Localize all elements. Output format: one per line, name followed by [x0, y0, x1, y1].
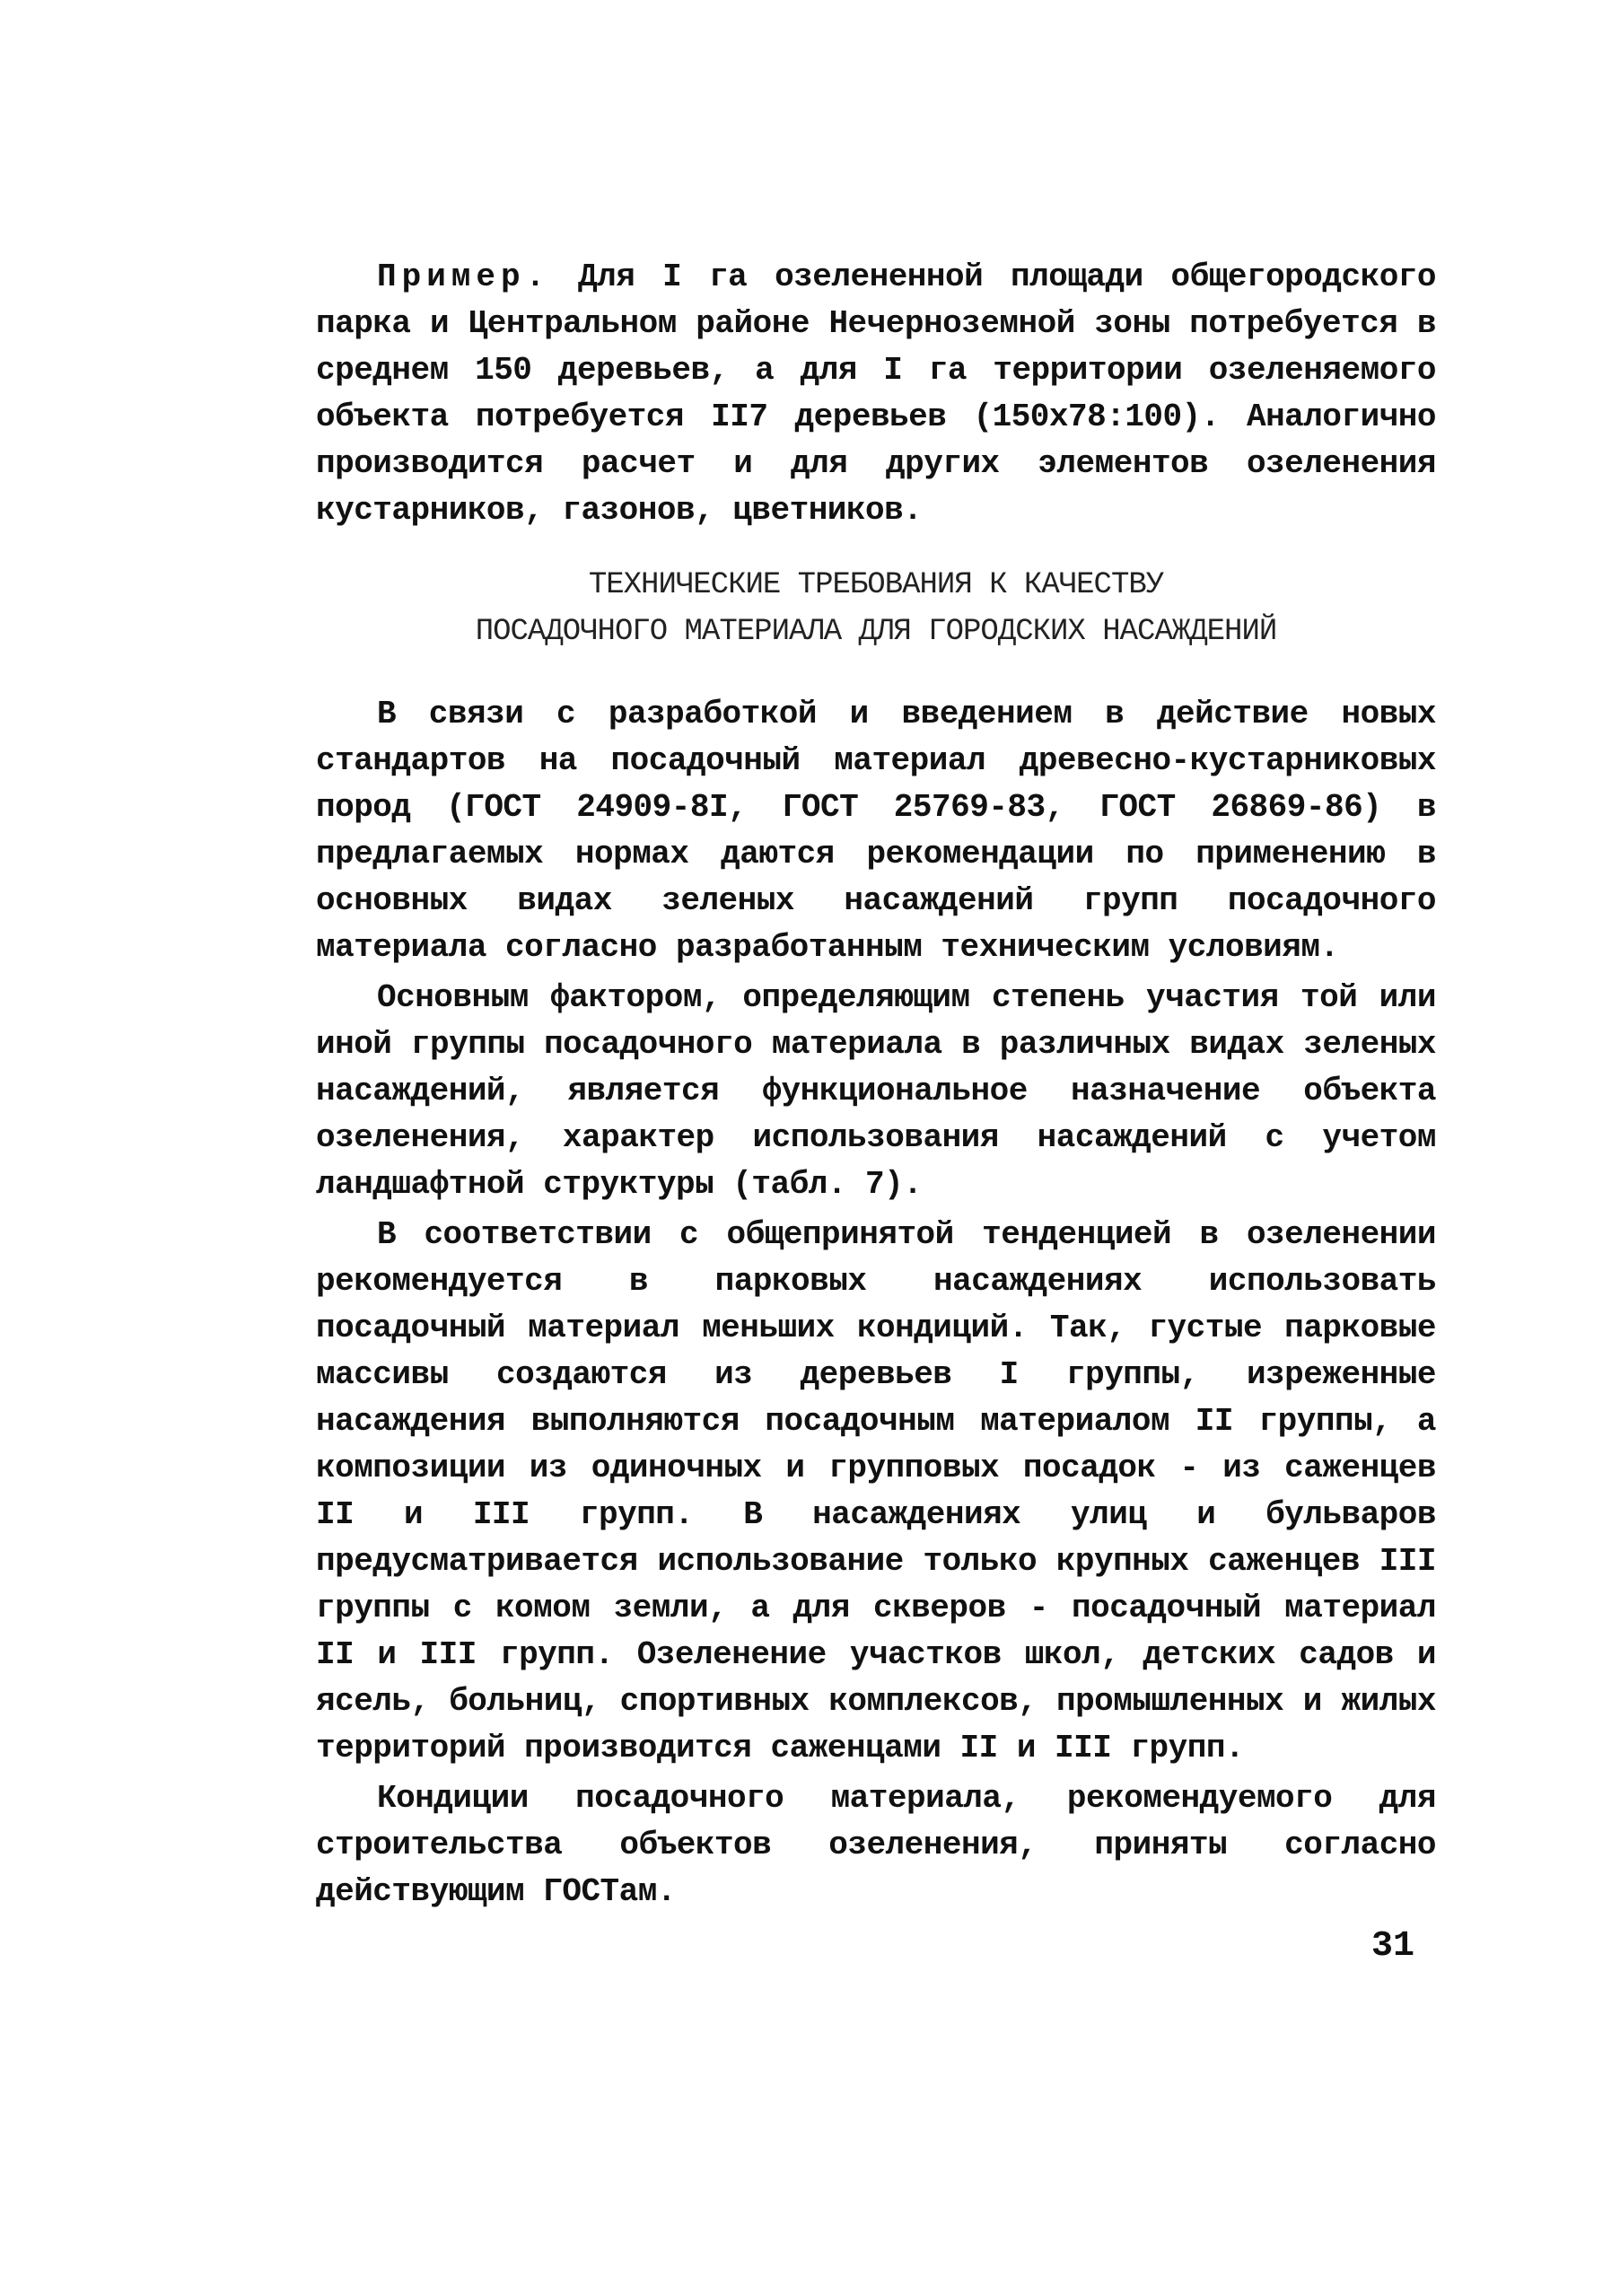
paragraph-main-factor: Основным фактором, определяющим степень участия той или иной группы посадочного материала в различных видах зеленых насаждений, является функциональное назначение объекта озеленения, характер использования насаждений с учетом ландшафтной структуры (табл. 7). [316, 979, 1436, 1203]
example-body: Для I га озелененной площади общегородского парка и Центральном районе Нечерноземной зоны потребуется в среднем 150 деревьев, а для I га территории озеленяемого объекта потребуется II7 деревьев (150х78:100). Аналогично производится расчет и для других элементов озеленения кустарников, газонов, цветников. [316, 259, 1437, 529]
body-section [316, 691, 1436, 1919]
example-paragraph [316, 254, 1436, 534]
paragraph-recommendations: В соответствии с общепринятой тенденцией в озеленении рекомендуется в парковых насаждениях использовать посадочный материал меньших кондиций. Так, густые парковые массивы создаются из деревьев I группы, изреженные насаждения выполняются посадочным материалом II группы, а композиции из одиночных и групповых посадок - из саженцев II и III групп. В насаждениях улиц и бульваров предусматривается использование только крупных саженцев III группы с комом земли, а для скверов - посадочный материал II и III групп. Озеленение участков школ, детских садов и ясель, больниц, спортивных комплексов, промышленных и жилых территорий производится саженцами II и III групп. [316, 1216, 1436, 1766]
page-number: 31 [1371, 1926, 1415, 1967]
paragraph-standards: В связи с разработкой и введением в действие новых стандартов на посадочный материал древесно-кустарниковых пород (ГОСТ 24909-8I, ГОСТ 25769-83, ГОСТ 26869-86) в предлагаемых нормах даются рекомендации по применению в основных видах зеленых насаждений групп посадочного материала согласно разработанным техническим условиям. [316, 696, 1436, 966]
paragraph-conditions: Кондиции посадочного материала, рекомендуемого для строительства объектов озеленения, приняты согласно действующим ГОСТам. [316, 1780, 1436, 1910]
section-heading [316, 562, 1436, 655]
example-lead: Пример. [377, 259, 551, 295]
section-heading-line-1: ТЕХНИЧЕСКИЕ ТРЕБОВАНИЯ К КАЧЕСТВУ [588, 568, 1164, 602]
section-heading-line-2: ПОСАДОЧНОГО МАТЕРИАЛА ДЛЯ ГОРОДСКИХ НАСАЖДЕНИЙ [475, 615, 1277, 649]
example-section [316, 254, 1436, 538]
